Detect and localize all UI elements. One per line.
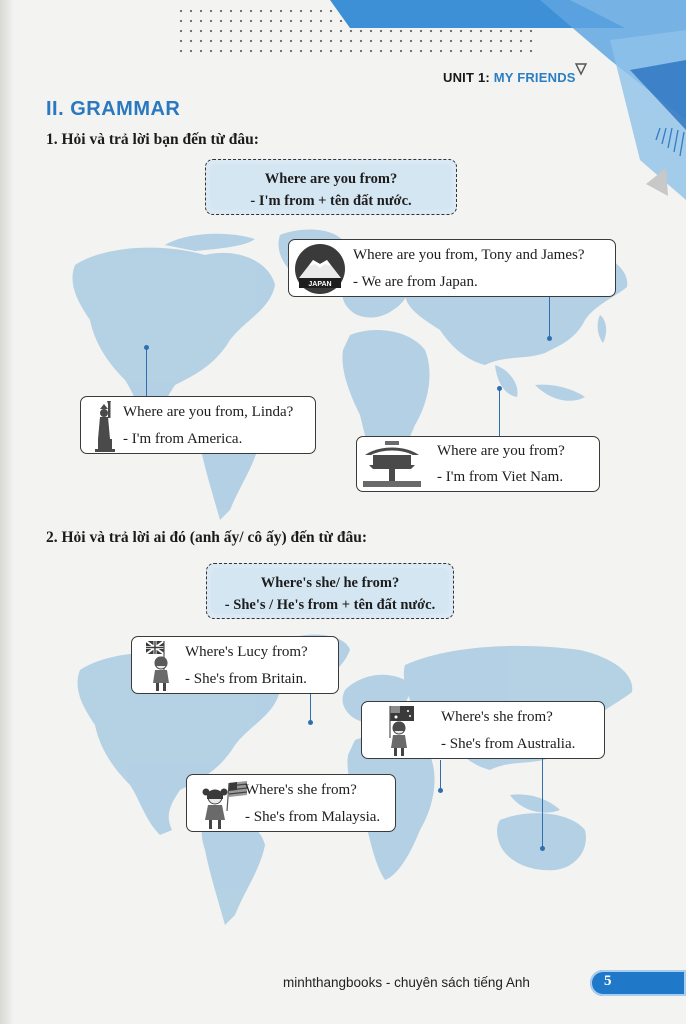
unit-title: [443, 70, 576, 85]
formula-2-question: Where's she/ he from?: [260, 575, 400, 591]
dialog-britain-question: Where's Lucy from?: [185, 644, 308, 660]
dialog-america-answer: - I'm from America.: [123, 431, 243, 447]
dialog-vietnam-question: Where are you from?: [437, 443, 565, 459]
pin-dot-britain: [308, 720, 313, 725]
pin-dot-america: [144, 345, 149, 350]
pin-line-malaysia: [440, 760, 441, 790]
pin-line-japan: [549, 296, 550, 338]
footer-text: minhthangbooks - chuyên sách tiếng Anh: [283, 975, 530, 990]
dialog-britain: [131, 636, 339, 694]
part2-heading: 2. Hỏi và trả lời ai đó (anh ấy/ cô ấy) đến từ đâu:: [46, 529, 368, 546]
pin-dot-australia: [540, 846, 545, 851]
dialog-australia: [361, 701, 605, 759]
girl-with-malaysia-flag-icon: [199, 777, 249, 831]
pin-dot-japan: [547, 336, 552, 341]
unit-prefix: UNIT 1:: [443, 70, 490, 85]
formula-box-2: [206, 563, 454, 619]
dialog-america-question: Where are you from, Linda?: [123, 404, 294, 420]
dialog-malaysia-answer: - She's from Malaysia.: [245, 809, 381, 825]
dialog-japan-answer: - We are from Japan.: [353, 274, 478, 290]
dialog-australia-answer: - She's from Australia.: [441, 736, 576, 752]
page-number: 5: [604, 973, 612, 989]
unit-name: MY FRIENDS: [493, 70, 576, 85]
formula-1-answer: - I'm from + tên đất nước.: [250, 193, 412, 209]
dialog-america: [80, 396, 316, 454]
japan-badge: JAPAN: [308, 281, 332, 288]
pin-line-vietnam: [499, 388, 500, 438]
girl-with-uk-flag-icon: [144, 639, 178, 693]
dialog-malaysia: [186, 774, 396, 832]
section-title: II. GRAMMAR: [46, 98, 181, 120]
mount-fuji-icon: [293, 242, 347, 296]
page-gutter-shadow: [0, 0, 14, 1024]
dialog-vietnam: [356, 436, 600, 492]
pin-line-australia: [542, 758, 543, 848]
dialog-malaysia-question: Where's she from?: [245, 782, 357, 798]
formula-2-answer: - She's / He's from + tên đất nước.: [224, 597, 436, 613]
part1-heading: 1. Hỏi và trả lời bạn đến từ đâu:: [46, 131, 259, 148]
statue-of-liberty-icon: [89, 399, 119, 453]
pin-line-america: [146, 347, 147, 397]
dialog-japan: [288, 239, 616, 297]
pin-line-britain: [310, 694, 311, 722]
one-pillar-pagoda-icon: [361, 439, 423, 489]
pin-dot-malaysia: [438, 788, 443, 793]
girl-with-australia-flag-icon: [384, 704, 418, 758]
dialog-vietnam-answer: - I'm from Viet Nam.: [437, 469, 564, 485]
dialog-japan-question: Where are you from, Tony and James?: [353, 247, 585, 263]
page-number-pill: [590, 970, 686, 996]
dialog-britain-answer: - She's from Britain.: [185, 671, 307, 687]
pin-dot-vietnam: [497, 386, 502, 391]
dialog-australia-question: Where's she from?: [441, 709, 553, 725]
formula-box-1: [205, 159, 457, 215]
formula-1-question: Where are you from?: [264, 171, 398, 187]
